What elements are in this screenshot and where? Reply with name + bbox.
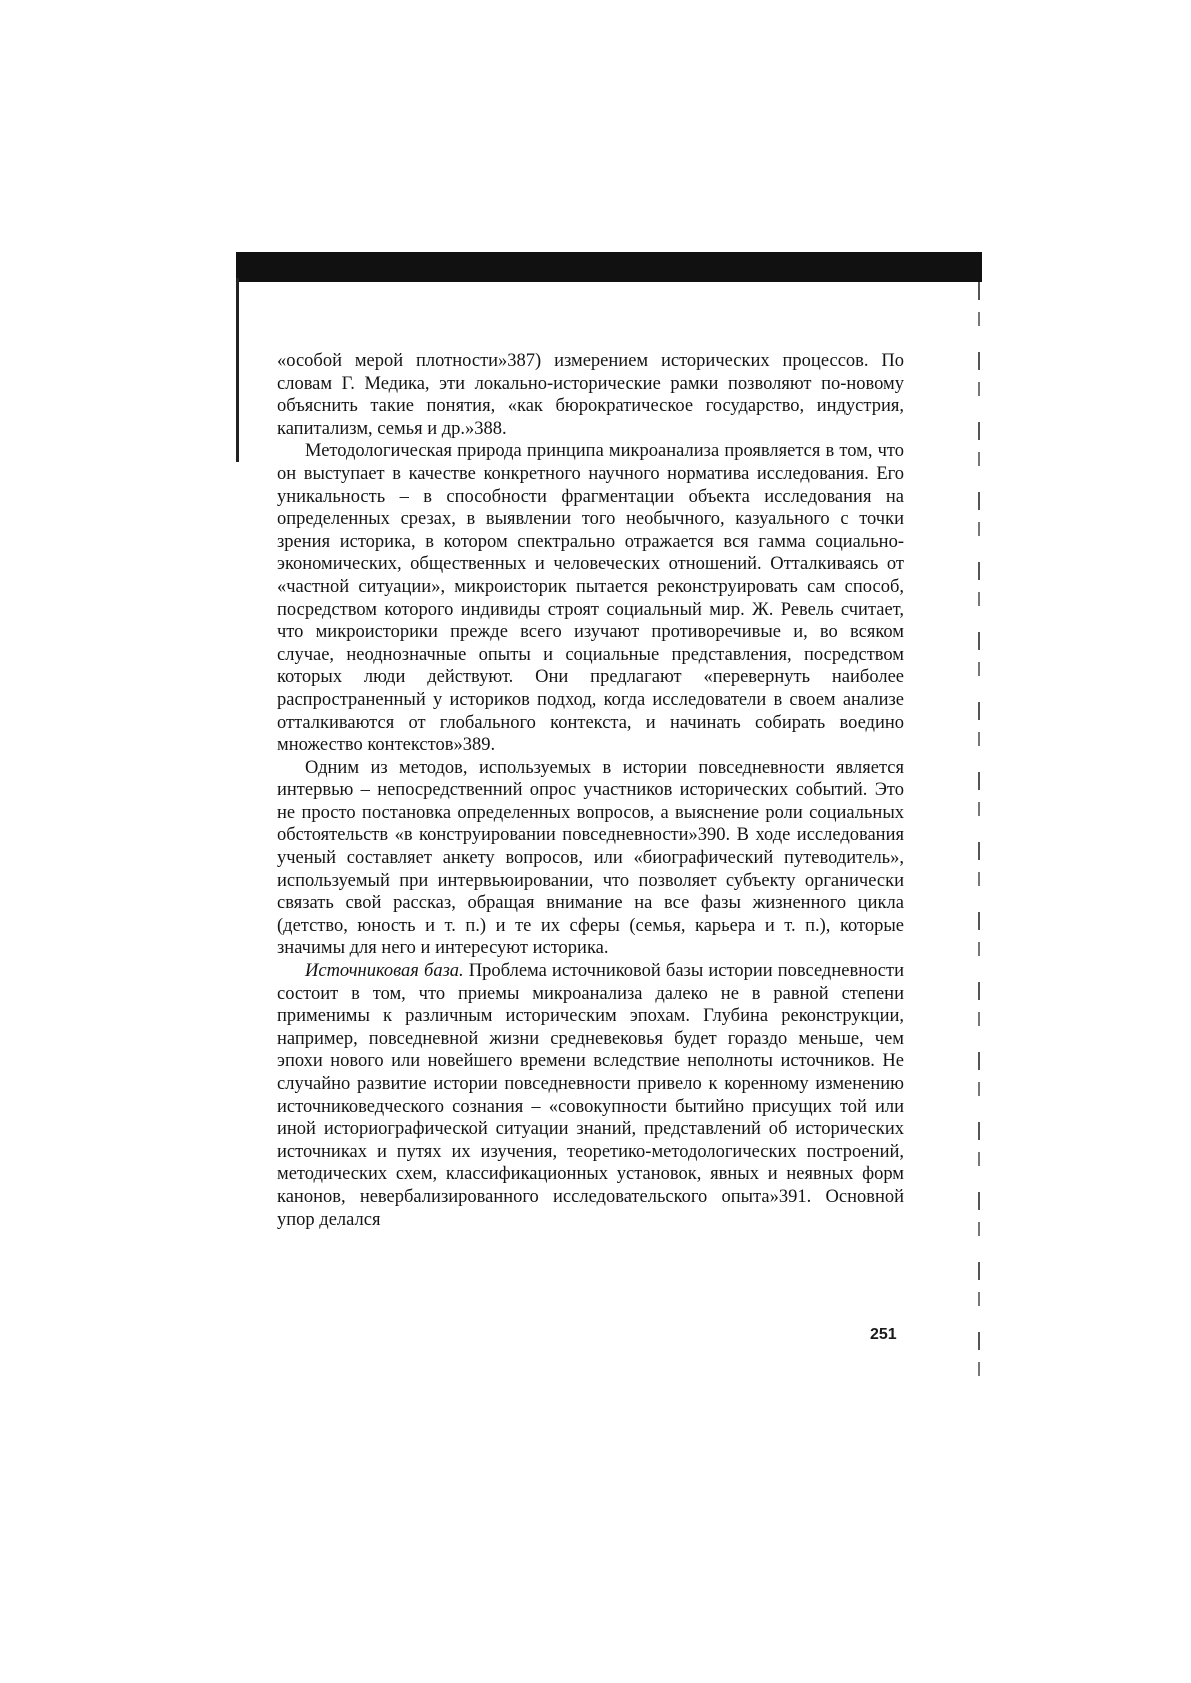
paragraph-interview: Одним из методов, используемых в истории повседневности является интервью – непосредственний опрос участников исторических событий. Это не просто постановка определенных вопросов, а выяснение роли социальных обстоятельств «в конструировании повседневности»390. В ходе исследования ученый составляет анкету вопросов, или «биографический путеводитель», используемый при интервьюировании, что позволяет субъекту органически связать свой рассказ, обращая внимание на все фазы жизненного цикла (детство, юность и т. п.) и те их сферы (семья, карьера и т. п.), которые значимы для него и интересуют историка. — [277, 757, 904, 959]
scan-top-border — [236, 252, 982, 282]
paragraph-source-base-text: Проблема источниковой базы истории повседневности состоит в том, что приемы микроанализа далеко не в равной степени применимы к различным историческим эпохам. Глубина реконструкции, например, повседневной жизни средневековья будет гораздо меньше, чем эпохи нового или новейшего времени вследствие неполноты источников. Не случайно развитие истории повседневности привело к коренному изменению источниковедческого сознания – «совокупности бытийно присущих той или иной историографической ситуации знаний, представлений об исторических источниках и путях их изучения, теоретико-методологических построений, методических схем, классификационных установок, явных и неявных форм канонов, невербализированного исследовательского опыта»391. Основной упор делался — [277, 961, 905, 1230]
page-body — [277, 350, 904, 1231]
section-lead-italic: Источниковая база. — [305, 961, 464, 982]
paragraph-source-base — [277, 960, 904, 1231]
scan-right-edge — [978, 282, 980, 1392]
paragraph-continuation: «особой мерой плотности»387) измерением исторических процессов. По словам Г. Медика, эти локально-исторические рамки позволяют по-новому объяснить такие понятия, «как бюрократическое государство, индустрия, капитализм, семья и др.»388. — [277, 351, 904, 439]
paragraph-microanalysis: Методологическая природа принципа микроанализа проявляется в том, что он выступает в качестве конкретного научного норматива исследования. Его уникальность – в способности фрагментации объекта исследования на определенных срезах, в выявлении того необычного, казуального с точки зрения историка, в котором спектрально отражается вся гамма социально-экономических, общественных и человеческих отношений. Отталкиваясь от «частной ситуации», микроисторик пытается реконструировать сам способ, посредством которого индивиды строят социальный мир. Ж. Ревель считает, что микроисторики прежде всего изучают противоречивые и, во всяком случае, неоднозначные опыты и социальные представления, посредством которых люди действуют. Они предлагают «перевернуть наиболее распространенный у историков подход, когда исследователи в своем анализе отталкиваются от глобального контекста, и начинать собирать воедино множество контекстов»389. — [277, 441, 904, 756]
scan-left-edge — [236, 278, 239, 462]
page-number: 251 — [870, 1326, 897, 1343]
